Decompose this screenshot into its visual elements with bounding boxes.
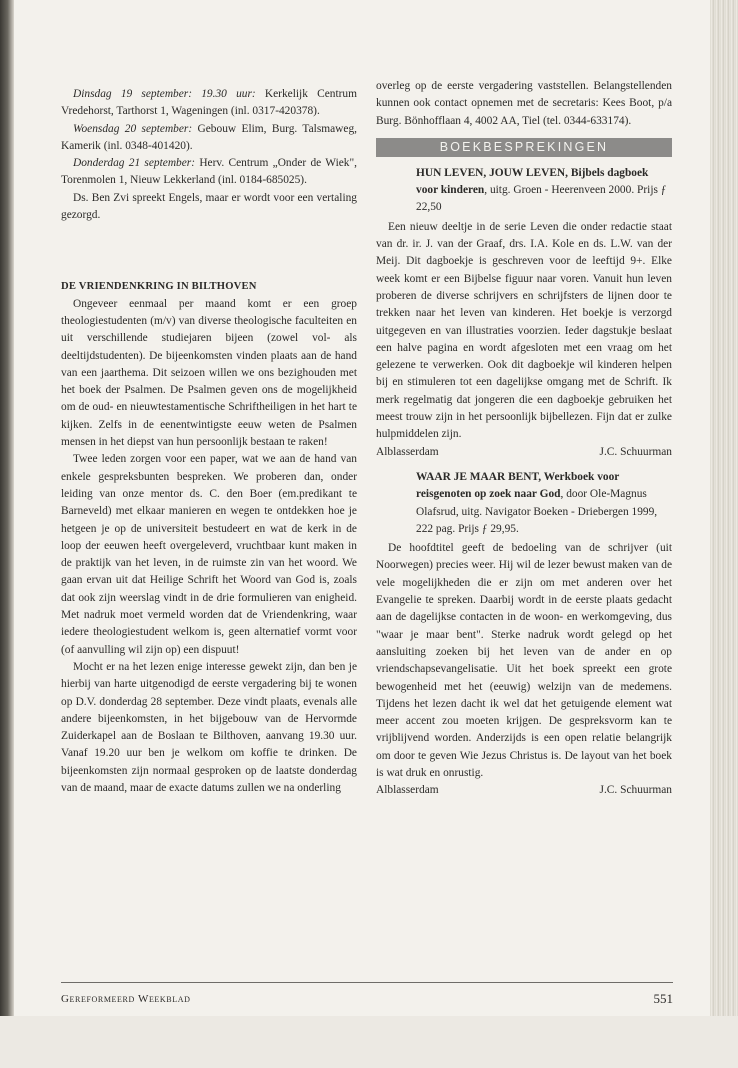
- magazine-name: Gereformeerd Weekblad: [61, 993, 191, 1005]
- article-continuation: overleg op de eerste vergadering vaststellen. Belangstellenden kunnen ook contact opnemen met de secretaris: Kees Boot, p/a Burg. Bönhofflaan 4, 4002 AA, Tiel (tel. 0344-633174).: [376, 80, 672, 127]
- book-review-body: Een nieuw deeltje in de serie Leven die onder redactie staat van dr. ir. J. van der Graaf, drs. I.A. Kole en ds. L.W. van der Meij. Dit dagboekje is geschreven voor de leeftijd 9+. Elke week komt er een Bijbelse figuur naar voren. Vanuit hun leven proberen de diverse schrijvers en schrijfsters de lijnen door te trekken naar het leven van kinderen. Het boekje is verzorgd uitgegeven en van illustraties voorzien. Ieder dagstukje beslaat een halve pagina en wordt afgesloten met een vraag om het gelezene te verwerken. Ook dit dagboekje wil kinderen helpen bij en stimuleren tot een dagelijkse omgang met de Schrift. Ik merk regelmatig dat jongeren die een dagboekje gebruiken het meest trouw zijn in het persoonlijk bijbellezen. Fijn dat er zulke hulpmiddelen zijn.: [376, 220, 672, 441]
- meeting-3: Donderdag 21 september: Herv. Centrum „Onder de Wiek", Torenmolen 1, Nieuw Lekkerland (inl. 0184-685025).: [61, 157, 357, 187]
- book-binding: [0, 0, 14, 1068]
- scan-margin: [0, 1016, 738, 1068]
- book-review-body: De hoofdtitel geeft de bedoeling van de schrijver (uit Noorwegen) precies weer. Hij wil de lezer bewust maken van de vele mogelijkheden die er zijn om met anderen over het Evangelie te spreken. Daarbij wordt in de eerste plaats gedacht aan de dagelijkse contacten in de woon- en werkomgeving, dus "waar je maar bent". Sterke nadruk wordt gelegd op het aansluiting zoeken bij het leven van de ander en op vriendschapsevangelisatie. Uit het boek spreekt een grote bewogenheid met het (eeuwig) welzijn van de medemens. Tijdens het lezen dacht ik wel dat het getuigende element wat meer accent zou moeten krijgen. De gespreksvorm kan te vrijblijvend worden. Anderzijds is een open relatie belangrijk om door te geven Wie Jezus Christus is. De layout van het boek is wat druk en onrustig.: [376, 542, 672, 779]
- page-footer: [61, 982, 673, 1011]
- right-column: [376, 78, 672, 800]
- translation-note: Ds. Ben Zvi spreekt Engels, maar er wordt voor een vertaling gezorgd.: [61, 191, 357, 222]
- review-signature: Alblasserdam J.C. Schuurman: [376, 784, 672, 797]
- page-number: 551: [653, 991, 673, 1006]
- book-review-heading: HUN LEVEN, JOUW LEVEN, Bijbels dagboek voor kinderen, uitg. Groen - Heerenveen 2000. Prijs ƒ 22,50: [416, 166, 667, 214]
- article-heading: DE VRIENDENKRING IN BILTHOVEN: [61, 281, 257, 293]
- page-stack-edge: [710, 0, 738, 1068]
- meeting-1: Dinsdag 19 september: 19.30 uur: Kerkelijk Centrum Vredehorst, Tarthorst 1, Wageningen (inl. 0317-420378).: [61, 88, 357, 118]
- review-signature: Alblasserdam J.C. Schuurman: [376, 445, 672, 458]
- left-column: [61, 86, 357, 797]
- section-banner: BOEKBESPREKINGEN: [376, 138, 672, 157]
- meeting-2: Woensdag 20 september: Gebouw Elim, Burg. Talsmaweg, Kamerik (inl. 0348-401420).: [61, 122, 357, 152]
- article-paragraph: Twee leden zorgen voor een paper, wat we aan de hand van enkele gespreksbunten bespreken. We proberen dan, onder leiding van onze mentor ds. C. den Boer (em.predikant te Barneveld) met elkaar manieren en wegen te ontdekken hoe je hetgeen je op de universiteit bestudeert en wat de kerk in de loop der eeuwen heeft overgeleverd, vruchtbaar kunt maken in de praktijk van het leven, in de ruimste zin van het woord. We gaan ervan uit dat Heilige Schrift het Woord van God is, zoals dat ook zijn weerslag vindt in de drie formulieren van enigheid. Met nadruk moet vermeld worden dat de Vriendenkring, waar iedere theologiestudent welkom is, geen alternatief vormt voor (of aanvulling wil zijn op) een dispuut!: [61, 453, 357, 656]
- magazine-page: [14, 0, 710, 1016]
- article-paragraph: Ongeveer eenmaal per maand komt er een groep theologiestudenten (m/v) van diverse theologische faculteiten en uit verschillende studiejaren bijeen (zowel vol- als deeltijdstudenten). De bijeenkomsten vinden plaats aan de hand van een jaarthema. Dit seizoen willen we ons bezighouden met het boek der Psalmen. De Psalmen geven ons de mogelijkheid om de oud- en nieuwtestamentische Schriftheiligen in het hart te kijken. Zelfs in de eenentwintigste eeuw weten de Psalmen mensen in het diepst van hun persoonlijk bestaan te raken!: [61, 297, 357, 449]
- book-review-heading: WAAR JE MAAR BENT, Werkboek voor reisgenoten op zoek naar God, door Ole-Magnus Olafsrud, uitg. Navigator Boeken - Driebergen 1999, 222 pag. Prijs ƒ 29,95.: [416, 470, 658, 535]
- article-paragraph: Mocht er na het lezen enige interesse gewekt zijn, dan ben je hierbij van harte uitgenodigd de eerste vergadering bij te wonen op D.V. donderdag 28 september. Deze vindt plaats, evenals alle andere bijeenkomsten, in het bijgebouw van de Hervormde Zuiderkapel aan de Boslaan te Bilthoven, aanvang 19.30 uur. Vanaf 19.20 uur ben je welkom om koffie te drinken. De bijeenkomsten zijn normaal gesproken op de laatste donderdag van de maand, maar de exacte datums zullen we na onderling: [61, 660, 357, 794]
